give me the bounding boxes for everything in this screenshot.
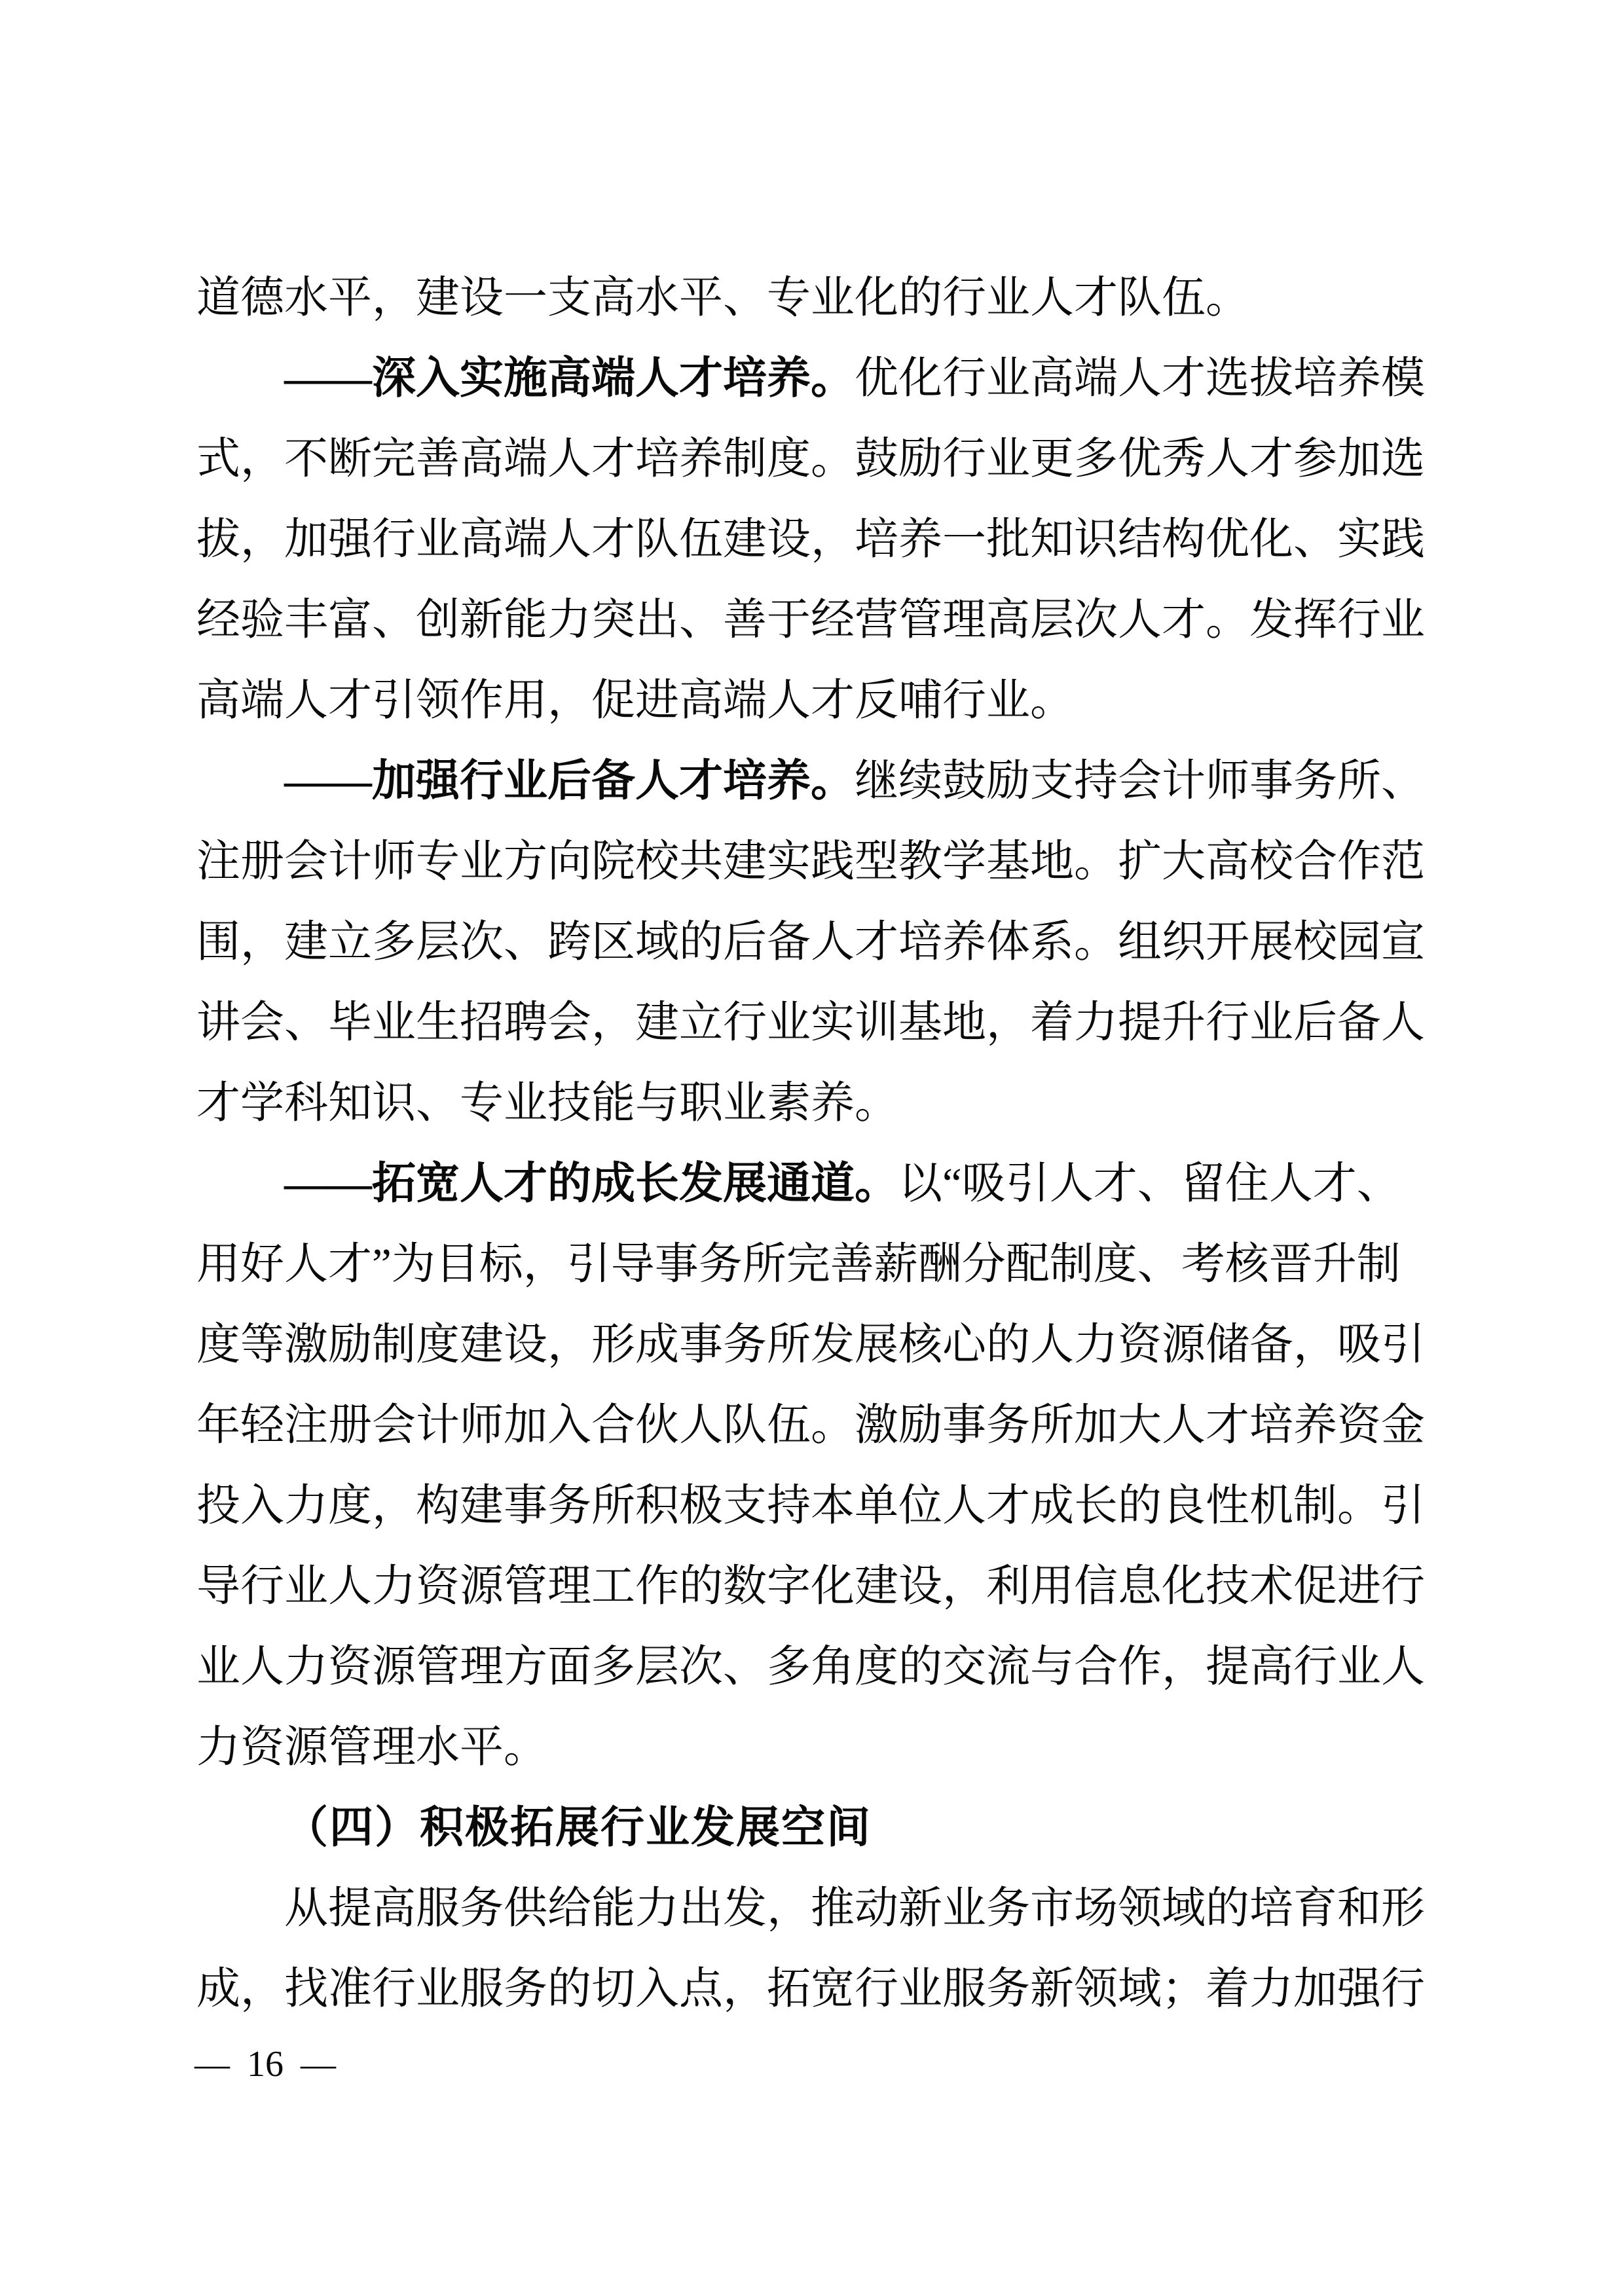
text-line-18: 业人力资源管理方面多层次、多角度的交流与合作，提高行业人 (196, 1643, 1425, 1691)
footer-page-number: 16 (247, 2044, 284, 2085)
footer-dash-left: — (194, 2045, 230, 2084)
text-line-17: 导行业人力资源管理工作的数字化建设，利用信息化技术促进行 (196, 1562, 1425, 1611)
text-line-14: 度等激励制度建设，形成事务所发展核心的人力资源储备，吸引 (196, 1321, 1425, 1369)
text-line-10: 讲会、毕业生招聘会，建立行业实训基地，着力提升行业后备人 (196, 998, 1425, 1047)
text-line-5: 经验丰富、创新能力突出、善于经营管理高层次人才。发挥行业 (196, 596, 1425, 644)
text-line-16: 投入力度，构建事务所积极支持本单位人才成长的良性机制。引 (196, 1482, 1425, 1530)
footer-dash-right: — (301, 2045, 336, 2084)
text-line-13: 用好人才”为目标，引导事务所完善薪酬分配制度、考核晋升制 (196, 1240, 1401, 1288)
text-line-21: 从提高服务供给能力出发，推动新业务市场领域的培育和形 (284, 1884, 1425, 1933)
text-line-6: 高端人才引领作用，促进高端人才反哺行业。 (196, 676, 1074, 725)
page-footer (194, 2041, 336, 2087)
text-line-2: ——深入实施高端人才培养。优化行业高端人才选拔培养模 (284, 354, 1425, 403)
text-line-12: ——拓宽人才的成长发展通道。以“吸引人才、留住人才、 (284, 1159, 1401, 1208)
text-line-3: 式，不断完善高端人才培养制度。鼓励行业更多优秀人才参加选 (196, 435, 1425, 483)
text-line-11: 才学科知识、专业技能与职业素养。 (196, 1079, 898, 1127)
text-line-4: 拔，加强行业高端人才队伍建设，培养一批知识结构优化、实践 (196, 515, 1425, 564)
text-line-9: 围，建立多层次、跨区域的后备人才培养体系。组织开展校园宣 (196, 918, 1425, 966)
text-line-15: 年轻注册会计师加入合伙人队伍。激励事务所加大人才培养资金 (196, 1401, 1425, 1449)
text-line-1: 道德水平，建设一支高水平、专业化的行业人才队伍。 (196, 274, 1249, 322)
text-line-19: 力资源管理水平。 (196, 1723, 547, 1772)
body-text (196, 258, 1431, 2030)
text-line-7: ——加强行业后备人才培养。继续鼓励支持会计师事务所、 (284, 757, 1425, 805)
text-line-22: 成，找准行业服务的切入点，拓宽行业服务新领域；着力加强行 (196, 1965, 1425, 2013)
section-heading: （四）积极拓展行业发展空间 (284, 1804, 872, 1852)
text-line-8: 注册会计师专业方向院校共建实践型教学基地。扩大高校合作范 (196, 837, 1425, 886)
